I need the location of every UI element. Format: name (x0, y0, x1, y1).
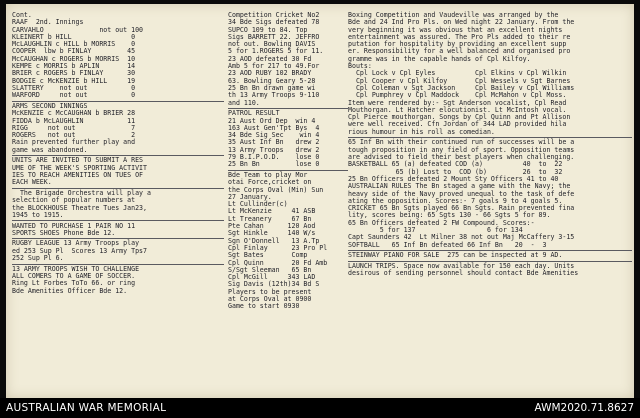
text-line: th 13 Army Troops 9-110 (228, 91, 320, 100)
text-line: LAUNCH TRIPS. Space now available for 150 each day. Units (348, 261, 575, 270)
text-line: McCAUGHAN c ROGERS b MORRIS 10 (12, 54, 136, 63)
text-line: 25 Bn Bn drawn game wi (228, 83, 316, 92)
text-line: Pte Cahan 120 Aod (228, 222, 316, 231)
text-line: Bde and 24 Ind Pro Pls. on Wed night 22 January. From the (348, 18, 575, 27)
text-line: Amb 5 for 217 to 49.For (228, 62, 320, 71)
text-line: 163 Aust Gen'Tpt Bys 4 (228, 123, 320, 132)
text-line: Sgt Bates Comp (228, 251, 308, 260)
text-line: BRIER c ROGERS b FINLAY 30 (12, 69, 136, 78)
text-line: STEINWAY PIANO FOR SALE 275 can be inspected at 9 AD. (348, 251, 563, 260)
text-line: The Brigade Orchestra will play a (12, 188, 151, 197)
text-line: Bde Amenities Officer Bde 12. (12, 286, 128, 295)
text-line: RAAF 2nd. Innings (12, 18, 84, 27)
text-line: AUSTRALIAN RULES The Bn staged a game with the Navy; the (348, 182, 571, 191)
text-line: 5 for 137 6 for 134 (348, 225, 523, 234)
text-line: rious humour in his roll as comedian. (348, 127, 495, 136)
text-line: 5 for 1.ROGERS 5 for 11. (228, 47, 324, 56)
text-line: Bde Team to play Mor (228, 170, 308, 179)
text-line: the Corps Oval (Min) Sun (228, 185, 324, 194)
text-line: not out. Bowling DAVIS (228, 40, 316, 49)
text-line: Ring Lt Forbes ToTo 66. or ring (12, 279, 136, 288)
text-line: Cpl Finlay 23 Pro Pl (228, 243, 328, 252)
text-line: and 110. (228, 98, 260, 107)
text-line: UNITS ARE INVITED TO SUBMIT A RES (12, 156, 144, 165)
text-line: Rain prevented further play and (12, 138, 136, 147)
text-line: 23 AOD RUBY 102 BRADY (228, 69, 312, 78)
text-line: FIDDA b McLAUGHLIN 11 (12, 116, 136, 125)
institution-name: AUSTRALIAN WAR MEMORIAL (6, 402, 167, 414)
text-line: BODGIE c McKENZIE b HILL 19 (12, 76, 136, 85)
text-line: putation for hospitality by providing an excellent supp (348, 40, 567, 49)
text-line: Players to be present (228, 287, 312, 296)
text-line: Cpl Pumphrey v Cpl Maddock Cpl McMahon v Cpl Moss. (348, 91, 567, 100)
text-line: Mouthorgan. Lt Hatcher elocutionist. Lt McIntosh vocal. (348, 105, 567, 114)
text-line: Lt Cullinder(c) (228, 200, 288, 209)
text-line: are advised to field their best players when challenging. (348, 153, 575, 162)
text-line: selection of popular numbers at (12, 196, 136, 205)
text-line: UME OF THE WEEK'S SPORTING ACTIVIT (12, 163, 147, 172)
text-line: Sig Davis (12th)34 Bd S (228, 280, 320, 289)
text-line: ROGERS not out 2 (12, 131, 136, 140)
text-line: Game to start 0930 (228, 302, 300, 311)
text-line: game was abandoned. (12, 145, 88, 154)
text-line: RIGG not out 7 (12, 123, 136, 132)
column-left (12, 12, 224, 295)
text-line: KLEINERT b HILL 0 (12, 32, 136, 41)
text-line: ARMS SECOND INNINGS (12, 101, 88, 110)
text-line: BASKETBALL 65 (a) defeated COD (a) 40 to 22 (348, 160, 563, 169)
text-line: Cpl Coleman v Sgt Jackson Cpl Bailey v Cpl Williams (348, 83, 575, 92)
text-line: Lt McKenzie 41 ASB (228, 207, 316, 216)
text-line: ALL COMERS TO A GAME OF SOCCER. (12, 272, 136, 281)
column-middle (228, 12, 348, 311)
text-line: 21 Aust Ord Dep win 4 (228, 116, 316, 125)
typewritten-bulletin-page (6, 4, 634, 398)
text-line: otai Force,cricket on (228, 178, 312, 187)
text-line: the BLOCKHOUSE Theatre Tues Jan23, (12, 203, 147, 212)
text-line: Cont. (12, 11, 32, 19)
text-line: SOFTBALL 65 Inf Bn defeated 66 Inf Bn 20 - 3 (348, 240, 547, 249)
text-line: entertainment was assured. The Pro Pls added to their re (348, 32, 571, 41)
text-line: Cpl Pierce mouthorgan. Songs by Cpl Quinn and Pt Allison (348, 113, 571, 122)
text-line: ed 253 Sup Pl Scores 13 Army Tps7 (12, 246, 147, 255)
text-line: were well received. Cfn Jordan of 344 LAD provided hila (348, 120, 567, 129)
text-line: 63. Bowling Geary 5-28 (228, 76, 316, 85)
text-line: er. Responsibility for a well balanced and organised pro (348, 47, 571, 56)
text-line: PATROL RESULT (228, 109, 280, 118)
text-line: WANTED TO PURCHASE 1 PAIR NO 11 (12, 221, 136, 230)
text-line: KEMPE c MORRIS b APLIN 14 (12, 62, 136, 71)
text-line: EACH WEEK. (12, 178, 52, 187)
text-line: 13 Army Troops drew 2 (228, 145, 320, 154)
text-line: heavy side of the Navy proved unequal to the task of defe (348, 189, 575, 198)
text-line: very beginning it was obvious that an excellent nights (348, 25, 563, 34)
text-line: Capt Saunders 42 Lt Milner 38 not out Maj McCaffery 3-15 (348, 233, 575, 242)
text-line: 35 Aust Inf Bn drew 2 (228, 138, 320, 147)
text-line: S/Sgt Sleeman 65 Bn (228, 265, 312, 274)
text-line: ating the opposition. Scores:- 7 goals 9 to 4 goals 5. (348, 196, 563, 205)
text-line: Lt Treanery 67 Bn (228, 214, 312, 223)
text-line: 65 Bn Officers defeated 2 FW Compound. Scores:- (348, 218, 535, 227)
text-line: gramme was in the capable hands of Cpl Kilfoy. (348, 54, 531, 63)
text-line: 25 Bn Officers defeated 2 Mount Sty Officers 41 to 40 (348, 174, 559, 183)
text-line: at Corps Oval at 0900 (228, 295, 312, 304)
text-line: Cpl McGill 343 LAD (228, 273, 316, 282)
column-right (348, 12, 632, 278)
text-line: 65 Inf Bn with their continued run of successes will be a (348, 138, 575, 147)
text-line: IES TO REACH AMENITIES ON TUES OF (12, 170, 144, 179)
text-line: 252 Sup Pl 6. (12, 254, 64, 263)
text-line: lity, scores being: 65 Sgts 130 - 66 Sgts 5 for 89. (348, 211, 551, 220)
text-line: Cpl Quinn 20 Fd Amb (228, 258, 328, 267)
text-line: CARVAHLO not out 100 (12, 25, 144, 34)
text-line: Boxing Competition and Vaudeville was arranged by the (348, 11, 559, 19)
text-line: 25 Bn Bn lose 0 (228, 160, 320, 169)
text-line: McKENZIE c McCAUGHAN b BRIER 28 (12, 109, 136, 118)
text-line: WARFORD not out 0 (12, 91, 136, 100)
text-line: Item were rendered by:- Sgt Anderson vocalist, Cpl Read (348, 98, 567, 107)
text-line: Competition Cricket No2 (228, 11, 320, 19)
text-line: 34 Bde Sigs defeated 78 (228, 18, 320, 27)
archive-footer-bar (0, 398, 640, 418)
text-line: COOPER lbw b FINLAY 45 (12, 47, 136, 56)
text-line: McLAUGHLIN c HILL b MORRIS 0 (12, 40, 136, 49)
text-line: 65 (b) Lost to COD (b) 26 to 32 (348, 167, 563, 176)
text-line: Sgt Hinkle 140 W/s (228, 229, 316, 238)
text-line: SUPCO 109 to 84. Top (228, 25, 308, 34)
text-line: desirous of sending personnel should contact Bde Amenities (348, 269, 579, 278)
text-line: CRICKET 65 Bn Sgts played 66 Bn Sgts. Rain prevented fina (348, 204, 575, 213)
text-line: 1945 to 1915. (12, 210, 64, 219)
text-line: RUGBY LEAGUE 13 Army Troops play (12, 239, 140, 248)
text-line: Bouts: (348, 62, 372, 71)
text-line: 13 ARMY TROOPS WISH TO CHALLENGE (12, 264, 140, 273)
text-line: Sgn O'Donnell 13 A.Tp (228, 236, 320, 245)
text-line: 27 January. (228, 192, 272, 201)
accession-number: AWM2020.71.8627 (534, 402, 634, 414)
text-line: 79 B.I.P.O.D. lose 0 (228, 153, 320, 162)
text-line: Sigs BARRETT 22. JEFFRO (228, 32, 320, 41)
text-line: SPORTS SHOES Phone Bde 12. (12, 228, 116, 237)
text-line: Cpl Cooper v Cpl Kilfoy Cpl Wessels v Sgt Barnes (348, 76, 571, 85)
text-line: tough proposition in any field of sport. Opposition teams (348, 145, 575, 154)
text-line: SLATTERY not out 0 (12, 83, 136, 92)
text-line: 23 AOD defeated 30 Fd (228, 54, 312, 63)
text-line: Cpl Lock v Cpl Eyles Cpl Elkins v Cpl Wilkin (348, 69, 567, 78)
text-line: 34 Bde Sig Sec win 4 (228, 131, 320, 140)
